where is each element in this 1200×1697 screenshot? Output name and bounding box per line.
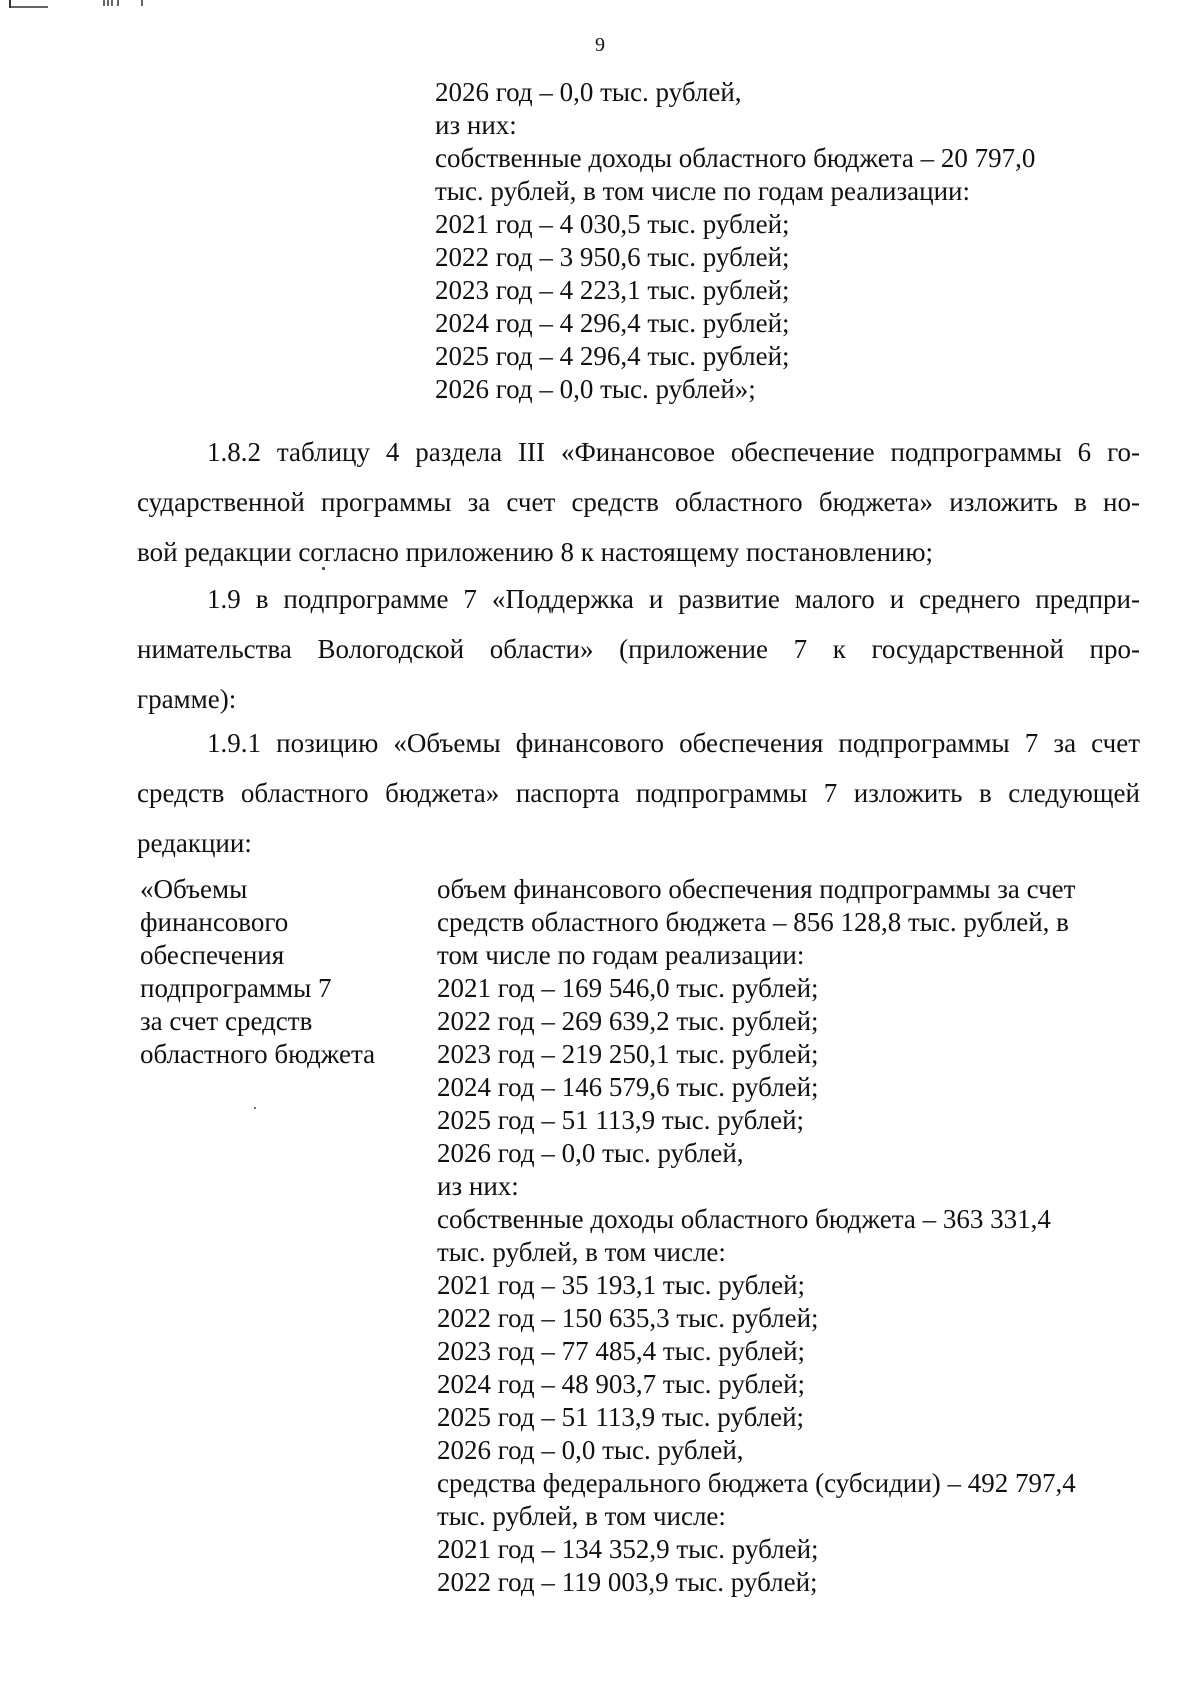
paragraph-line: 1.8.2 таблицу 4 раздела III «Финансовое обеспечение подпрограммы 6 го- — [207, 437, 1140, 467]
page-number: 9 — [595, 34, 605, 56]
top-financing-block — [435, 76, 1035, 406]
paragraph-1-9 — [137, 574, 1140, 724]
scan-speck — [322, 567, 325, 570]
label-line: подпрограммы 7 — [140, 973, 332, 1003]
scan-corner-mark — [8, 0, 148, 10]
value-line: 2022 год – 119 003,9 тыс. рублей; — [437, 1567, 818, 1597]
label-line: финансового — [140, 907, 289, 937]
value-line: 2024 год – 146 579,6 тыс. рублей; — [437, 1072, 819, 1102]
label-line: за счет средств — [140, 1006, 313, 1036]
paragraph-line: нимательства Вологодской области» (приложение 7 к государственной про- — [137, 634, 1140, 664]
passport-position-label — [140, 873, 375, 1071]
financing-line: 2026 год – 0,0 тыс. рублей»; — [435, 374, 756, 404]
scan-speck — [254, 1107, 256, 1109]
paragraph-line: сударственной программы за счет средств областного бюджета» изложить в но- — [137, 487, 1140, 517]
value-line: том числе по годам реализации: — [437, 940, 805, 970]
value-line: 2021 год – 169 546,0 тыс. рублей; — [437, 973, 819, 1003]
value-line: 2025 год – 51 113,9 тыс. рублей; — [437, 1402, 805, 1432]
value-line: 2025 год – 51 113,9 тыс. рублей; — [437, 1105, 805, 1135]
paragraph-line: редакции: — [137, 828, 252, 858]
label-line: областного бюджета — [140, 1039, 376, 1069]
value-line: 2026 год – 0,0 тыс. рублей, — [437, 1435, 744, 1465]
value-line: 2023 год – 77 485,4 тыс. рублей; — [437, 1336, 806, 1366]
paragraph-1-8-2 — [137, 427, 1140, 577]
value-line: средства федерального бюджета (субсидии) – 492 797,4 — [437, 1468, 1076, 1498]
value-line: 2022 год – 150 635,3 тыс. рублей; — [437, 1303, 819, 1333]
value-line: объем финансового обеспечения подпрограммы за счет — [437, 874, 1076, 904]
paragraph-line: грамме): — [137, 684, 237, 714]
value-line: 2021 год – 134 352,9 тыс. рублей; — [437, 1534, 819, 1564]
value-line: 2022 год – 269 639,2 тыс. рублей; — [437, 1006, 819, 1036]
paragraph-1-9-1 — [137, 718, 1140, 868]
value-line: 2026 год – 0,0 тыс. рублей, — [437, 1138, 744, 1168]
financing-line: тыс. рублей, в том числе по годам реализации: — [435, 176, 971, 206]
financing-line: 2021 год – 4 030,5 тыс. рублей; — [435, 209, 790, 239]
label-line: «Объемы — [140, 874, 248, 904]
value-line: тыс. рублей, в том числе: — [437, 1237, 726, 1267]
paragraph-line: средств областного бюджета» паспорта подпрограммы 7 изложить в следующей — [137, 778, 1140, 808]
financing-line: 2026 год – 0,0 тыс. рублей, — [435, 77, 742, 107]
passport-position-value — [437, 873, 1076, 1599]
value-line: 2023 год – 219 250,1 тыс. рублей; — [437, 1039, 819, 1069]
label-line: обеспечения — [140, 940, 285, 970]
financing-line: собственные доходы областного бюджета – 20 797,0 — [435, 143, 1036, 173]
value-line: средств областного бюджета – 856 128,8 тыс. рублей, в — [437, 907, 1069, 937]
value-line: 2021 год – 35 193,1 тыс. рублей; — [437, 1270, 806, 1300]
paragraph-line: 1.9.1 позицию «Объемы финансового обеспечения подпрограммы 7 за счет — [207, 728, 1140, 758]
financing-line: 2022 год – 3 950,6 тыс. рублей; — [435, 242, 790, 272]
value-line: тыс. рублей, в том числе: — [437, 1501, 726, 1531]
value-line: собственные доходы областного бюджета – 363 331,4 — [437, 1204, 1051, 1234]
financing-line: 2023 год – 4 223,1 тыс. рублей; — [435, 275, 790, 305]
financing-line: 2025 год – 4 296,4 тыс. рублей; — [435, 341, 790, 371]
financing-line: из них: — [435, 110, 517, 140]
paragraph-line: вой редакции согласно приложению 8 к настоящему постановлению; — [137, 537, 934, 567]
value-line: 2024 год – 48 903,7 тыс. рублей; — [437, 1369, 806, 1399]
paragraph-line: 1.9 в подпрограмме 7 «Поддержка и развитие малого и среднего предпри- — [207, 584, 1140, 614]
value-line: из них: — [437, 1171, 519, 1201]
financing-line: 2024 год – 4 296,4 тыс. рублей; — [435, 308, 790, 338]
